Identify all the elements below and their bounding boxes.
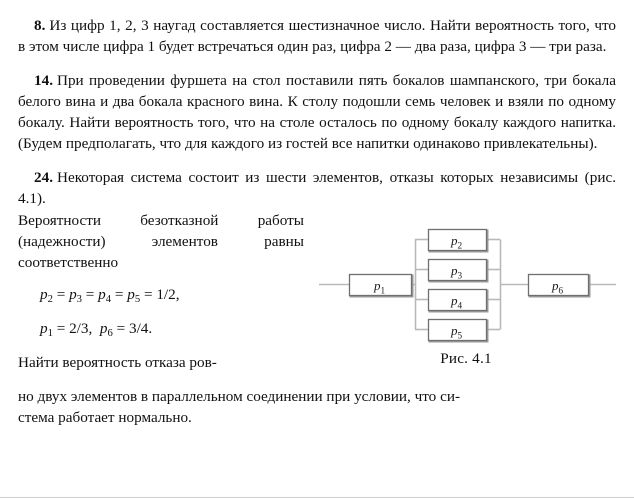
figure-caption: Рис. 4.1 — [440, 349, 492, 367]
problem-24 — [18, 168, 616, 429]
formula-p5: p — [127, 285, 135, 303]
problem-24-body: Вероятности безотказной работы (надежности) элементов равны соответственно — [18, 211, 304, 272]
block-p2-label: $p_2$ — [451, 232, 463, 251]
problem-24-tail-line-3: стема работает нормально. — [18, 409, 192, 427]
problem-24-tail-line-1: Найти вероятность отказа ров- — [18, 353, 217, 371]
block-p4 — [429, 289, 488, 311]
formula-p3-sub: 3 — [76, 293, 82, 305]
block-p1-label: $p_1$ — [374, 277, 386, 296]
problem-8-number: 8. — [34, 17, 46, 34]
formula-value-p1: 2/3, — [69, 320, 93, 338]
formula-p1-sub: 1 — [47, 328, 53, 340]
block-p2 — [429, 229, 488, 251]
problem-8 — [18, 16, 616, 58]
formula-p2: p — [40, 285, 48, 303]
formula-line-1: $p_2 = p_3 = p_4 = p_5 = 1/2$, — [40, 285, 180, 305]
block-p6 — [529, 274, 590, 296]
block-p3 — [429, 259, 488, 281]
problem-14-number: 14. — [34, 71, 53, 89]
block-p6-label: $p_6$ — [552, 277, 564, 296]
formula-p5-sub: 5 — [134, 293, 141, 305]
problem-24-tail-line-2: но двух элементов в параллельном соединении при условии, что си- — [18, 387, 461, 405]
formula-p6: p — [99, 320, 108, 338]
formula-line-2: $p_1 = 2/3$, $p_6 = 3/4$. — [40, 320, 153, 340]
formula-p4-sub: 4 — [105, 293, 112, 305]
problem-14 — [18, 71, 616, 155]
problem-24-lead — [18, 168, 616, 210]
problem-24-number: 24. — [34, 168, 53, 186]
reliability-block-diagram — [316, 224, 616, 349]
block-p5-label: $p_5$ — [451, 322, 463, 341]
formula-p3: p — [69, 285, 77, 303]
problem-14-text: При проведении фуршета на стол поставили пять бокалов шампанского, три бокала белого вина и два бокала красного вина. К столу подошли семь человек и взяли по одному бокалу. Найти вероятность того, что на столе осталось по одному бокалу каждого напитка. (Будем предполагать, что для каждого из гостей все напитки одинаково привлекательны). — [18, 71, 616, 152]
block-p3-label: $p_3$ — [451, 262, 463, 281]
block-p1 — [350, 274, 413, 296]
formula-value-p6: 3/4. — [128, 320, 153, 338]
block-p5 — [429, 319, 488, 341]
formula-p4: p — [98, 285, 106, 303]
formula-p2-sub: 2 — [47, 293, 53, 305]
formula-p1: p — [40, 320, 48, 338]
problem-8-text: Из цифр 1, 2, 3 наугад составляется шестизначное число. Найти вероятность того, что в этом числе цифра 1 будет встречаться один раз, цифра 2 — два раза, цифра 3 — три раза. — [18, 17, 616, 55]
block-p4-label: $p_4$ — [451, 292, 463, 311]
formula-value-half: 1/2, — [156, 285, 180, 303]
problem-24-lead-text: Некоторая система состоит из шести элементов, отказы которых независимы (рис. 4.1). — [18, 168, 616, 207]
formula-p6-sub: 6 — [107, 328, 113, 340]
figure-4-1 — [316, 224, 616, 384]
